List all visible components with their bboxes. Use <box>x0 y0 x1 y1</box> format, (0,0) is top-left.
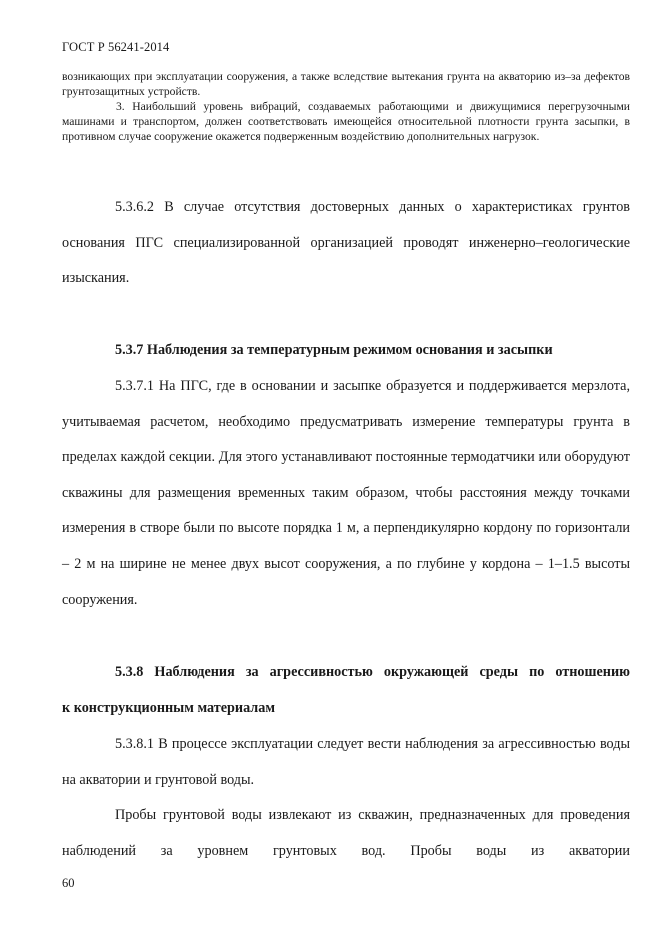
heading-5-3-8-line2: к конструкционным материалам <box>62 699 276 716</box>
paragraph-5-3-8-1-text: 5.3.8.1 В процессе эксплуатации следует вести наблюдения за агрессивностью воды на акватории и грунтовой воды. <box>62 736 630 788</box>
heading-5-3-8 <box>62 655 630 726</box>
paragraph-5-3-7-1 <box>62 369 630 618</box>
list-item-3: 3. Наибольший уровень вибраций, создаваемых работающими и движущимися перегрузочными машинами и транспортом, должен соответствовать имеющейся относительной плотности грунта засыпки, в противном случае сооружение окажется подверженным воздействию дополнительных нагрузок. <box>62 100 630 143</box>
small-text-block <box>62 69 630 144</box>
page-header: ГОСТ Р 56241-2014 <box>62 40 170 54</box>
paragraph-5-3-6-2-text: 5.3.6.2 В случае отсутствия достоверных данных о характеристиках грунтов основания ПГС специализированной организацией проводят инженерно–геологические изыскания. <box>62 199 630 287</box>
heading-5-3-8-line1: 5.3.8 Наблюдения за агрессивностью окружающей среды по отношению <box>115 664 630 680</box>
paragraph-5-3-6-2 <box>62 190 630 297</box>
page-number: 60 <box>62 876 75 890</box>
paragraph-5-3-7-1-text: 5.3.7.1 На ПГС, где в основании и засыпке образуется и поддерживается мерзлота, учитываемая расчетом, необходимо предусматривать измерение температуры грунта в пределах каждой секции. Для этого устанавливают постоянные термодатчики или оборудуют скважины для размещения временных таким образом, чтобы расстояния между точками измерения в створе были по высоте порядка 1 м, а перпендикулярно кордону по горизонтали – 2 м на ширине не менее двух высот сооружения, а по глубине у кордона – 1–1.5 высоты сооружения. <box>62 378 630 608</box>
paragraph-groundwater-samples: Пробы грунтовой воды извлекают из скважин, предназначенных для проведения наблюдений за уровнем грунтовых вод. Пробы воды из акватории <box>62 807 630 859</box>
continuation-paragraph: возникающих при эксплуатации сооружения, а также вследствие вытекания грунта на акваторию из–за дефектов грунтозащитных устройств. <box>62 70 630 98</box>
paragraph-5-3-8-1 <box>62 727 630 869</box>
heading-5-3-7: 5.3.7 Наблюдения за температурным режимом основания и засыпки <box>115 342 553 358</box>
